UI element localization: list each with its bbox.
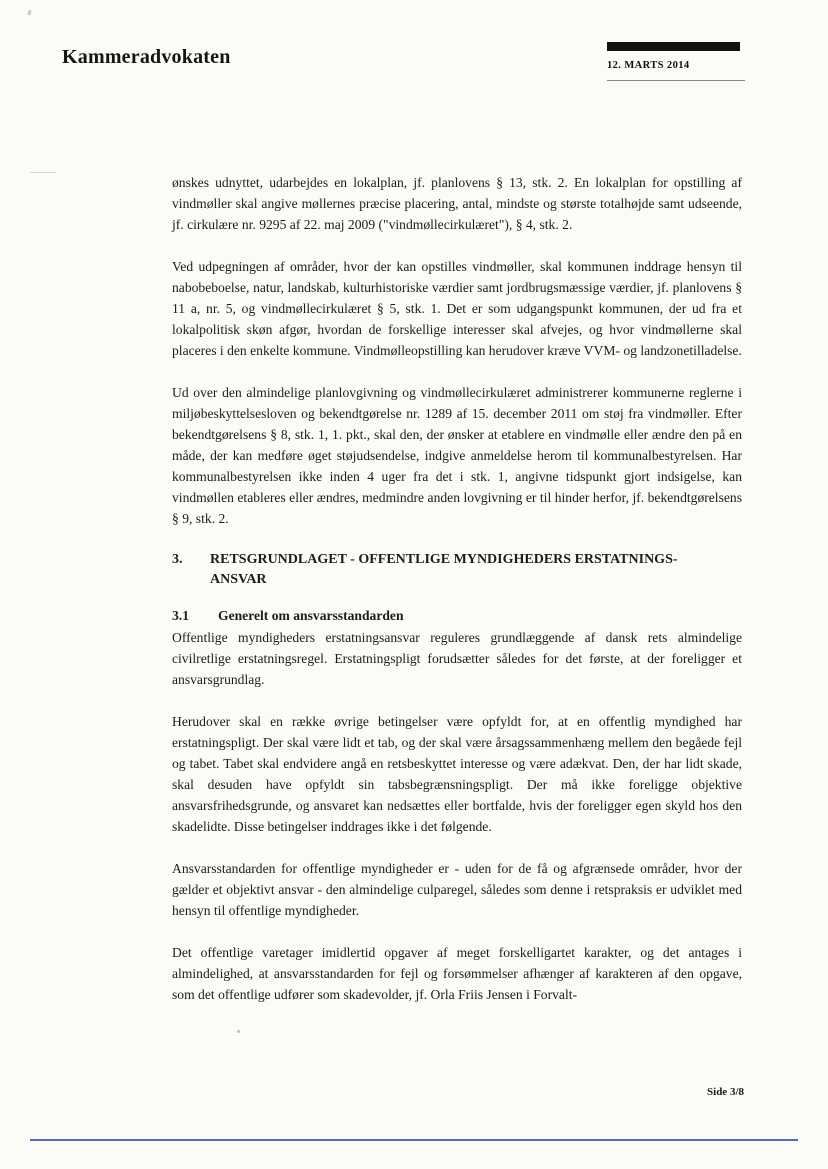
scan-artifact-dash bbox=[30, 172, 56, 173]
paragraph: ønskes udnyttet, udarbejdes en lokalplan, jf. planlovens § 13, stk. 2. En lokalplan for opstilling af vindmøller skal angive møllernes præcise placering, antal, mindste og største totalhøjde samt udseende, jf. cirkulære nr. 9295 af 22. maj 2009 ("vindmøllecirkulæret"), § 4, stk. 2. bbox=[172, 175, 742, 232]
scan-artifact-top bbox=[27, 10, 32, 16]
subsection-title: Generelt om ansvarsstandarden bbox=[218, 608, 404, 623]
document-date: 12. MARTS 2014 bbox=[607, 60, 690, 71]
subsection-number: 3.1 bbox=[172, 608, 189, 623]
paragraph: Offentlige myndigheders erstatningsansvar reguleres grundlæggende af dansk rets almindelige civilretlige erstatningsregel. Erstatningspligt forudsætter således for det første, at der foreligger et ansvarsgrundlag. bbox=[172, 630, 742, 687]
section-heading bbox=[172, 550, 742, 590]
firm-name: Kammeradvokaten bbox=[62, 46, 231, 68]
page-number: Side 3/8 bbox=[707, 1086, 744, 1098]
scan-artifact-dot bbox=[237, 1030, 240, 1033]
document-body bbox=[172, 172, 742, 1026]
subsection-heading bbox=[172, 606, 742, 626]
section-title bbox=[210, 550, 742, 590]
paragraph: Herudover skal en række øvrige betingelser være opfyldt for, at en offentlig myndighed har erstatningspligt. Der skal være lidt et tab, og der skal være årsagssammenhæng mellem den begåede fejl og tabet. Tabet skal endvidere angå en retsbeskyttet interesse og være adækvat. Den, der har lidt skade, skal desuden have opfyldt sin tabsbegrænsningspligt. Der må ikke foreligge objektive ansvarsfrihedsgrunde, og ansvaret kan nedsættes eller bortfalde, hvis der foreligger egen skyld hos den skadelidte. Disse betingelser inddrages ikke i det følgende. bbox=[172, 714, 742, 834]
paragraph: Ud over den almindelige planlovgivning og vindmøllecirkulæret administrerer kommunerne reglerne i miljøbeskyttelsesloven og bekendtgørelse nr. 1289 af 15. december 2011 om støj fra vindmøller. Efter bekendtgørelsens § 8, stk. 1, 1. pkt., skal den, der ønsker at etablere en vindmølle eller ændre den på en måde, der kan medføre øget støjudsendelse, indgive anmeldelse herom til kommunalbestyrelsen. Har kommunalbestyrelsen ikke inden 4 uger fra det i stk. 1, angivne tidspunkt gjort indsigelse, kan vindmøllen etableres eller ændres, medmindre anden lovgivning er til hinder herfor, jf. bekendtgørelsens § 9, stk. 2. bbox=[172, 385, 742, 526]
section-title-line-1: RETSGRUNDLAGET - OFFENTLIGE MYNDIGHEDERS ERSTATNINGS- bbox=[210, 552, 678, 567]
header-black-bar bbox=[607, 42, 740, 51]
paragraph: Ved udpegningen af områder, hvor der kan opstilles vindmøller, skal kommunen inddrage hensyn til nabobeboelse, natur, landskab, kulturhistoriske værdier samt jordbrugsmæssige værdier, jf. planlovens § 11 a, nr. 5, og vindmøllecirkulæret § 5, stk. 1. Det er som udgangspunkt kommunen, der ud fra et lokalpolitisk skøn afgør, hvordan de forskellige interesser skal afvejes, og hvor vindmøllerne skal placeres i den enkelte kommune. Vindmølleopstilling kan herudover kræve VVM- og landzonetilladelse. bbox=[172, 259, 742, 358]
header-rule bbox=[607, 80, 745, 81]
section-number: 3. bbox=[172, 552, 183, 567]
paragraph: Ansvarsstandarden for offentlige myndigheder er - uden for de få og afgrænsede områder, hvor der gælder et objektivt ansvar - den almindelige culparegel, således som denne i retspraksis er udviklet med hensyn til offentlige myndigheder. bbox=[172, 861, 742, 918]
date-block bbox=[607, 42, 745, 81]
paragraph: Det offentlige varetager imidlertid opgaver af meget forskelligartet karakter, og det antages i almindelighed, at ansvarsstandarden for fejl og forsømmelser afhænger af karakteren af den opgave, som det offentlige udfører som skadevolder, jf. Orla Friis Jensen i Forvalt- bbox=[172, 945, 742, 1002]
section-title-line-2: ANSVAR bbox=[210, 572, 267, 587]
bottom-scan-line bbox=[30, 1139, 798, 1141]
